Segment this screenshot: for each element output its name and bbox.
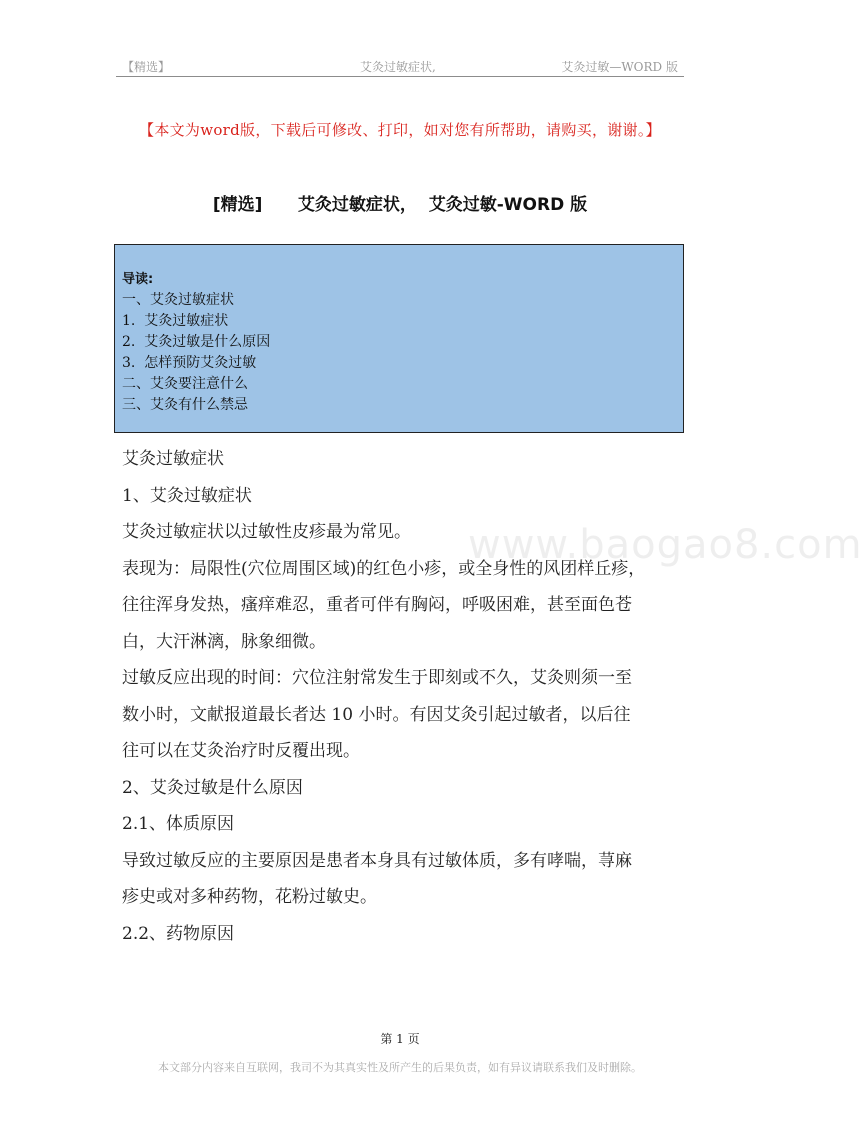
page-number: 第 1 页 — [380, 1032, 420, 1046]
body-line: 过敏反应出现的时间：穴位注射常发生于即刻或不久，艾灸则须一至 — [122, 668, 632, 688]
body-line: 白，大汗淋漓，脉象细微。 — [122, 631, 326, 652]
header-left-text: 【精选】 — [122, 60, 171, 74]
watermark: www.baogao8.com — [468, 522, 863, 568]
body-line: 表现为：局限性(穴位周围区域)的红色小疹，或全身性的风团样丘疹， — [122, 558, 646, 579]
page-footer-disclaimer: 本文部分内容来自互联网，我司不为其真实性及所产生的后果负责，如有异议请联系我们及时删除。 — [158, 1061, 642, 1074]
body-line: 导致过敏反应的主要原因是患者本身具有过敏体质，多有哮喘，荨麻 — [122, 850, 632, 871]
header-center-text: 艾灸过敏症状, — [360, 60, 436, 74]
body-line: 疹史或对多种药物，花粉过敏史。 — [122, 887, 377, 907]
guide-label: 导读: — [122, 272, 154, 287]
guide-item: 1. 艾灸过敏症状 — [122, 313, 229, 329]
body-line: 数小时，文献报道最长者达 10 小时。有因艾灸引起过敏者，以后往 — [122, 704, 631, 725]
page-header — [116, 58, 684, 77]
guide-item: 2. 艾灸过敏是什么原因 — [122, 334, 271, 350]
subsection-heading: 2.2、药物原因 — [122, 923, 235, 944]
guide-box — [114, 244, 684, 433]
purchase-notice: 【本文为word版，下载后可修改、打印，如对您有所帮助，请购买，谢谢。】 — [139, 121, 661, 139]
body-line: 往往浑身发热，瘙痒难忍，重者可伴有胸闷，呼吸困难，甚至面色苍 — [122, 595, 632, 615]
guide-item: 3. 怎样预防艾灸过敏 — [122, 355, 257, 371]
guide-item: 二、艾灸要注意什么 — [122, 376, 248, 392]
subsection-heading: 2、艾灸过敏是什么原因 — [122, 777, 303, 798]
document-title: [精选] 艾灸过敏症状， 艾灸过敏-WORD 版 — [212, 195, 588, 215]
subsection-heading: 1、艾灸过敏症状 — [122, 485, 252, 506]
body-line: 往可以在艾灸治疗时反覆出现。 — [122, 741, 360, 761]
subsection-heading: 2.1、体质原因 — [122, 814, 235, 834]
guide-item: 三、艾灸有什么禁忌 — [122, 397, 248, 413]
guide-item: 一、艾灸过敏症状 — [122, 292, 234, 308]
section-heading: 艾灸过敏症状 — [122, 449, 224, 469]
body-line: 艾灸过敏症状以过敏性皮疹最为常见。 — [122, 522, 411, 542]
article-body — [122, 441, 688, 952]
header-right-text: 艾灸过敏—WORD 版 — [561, 60, 678, 74]
